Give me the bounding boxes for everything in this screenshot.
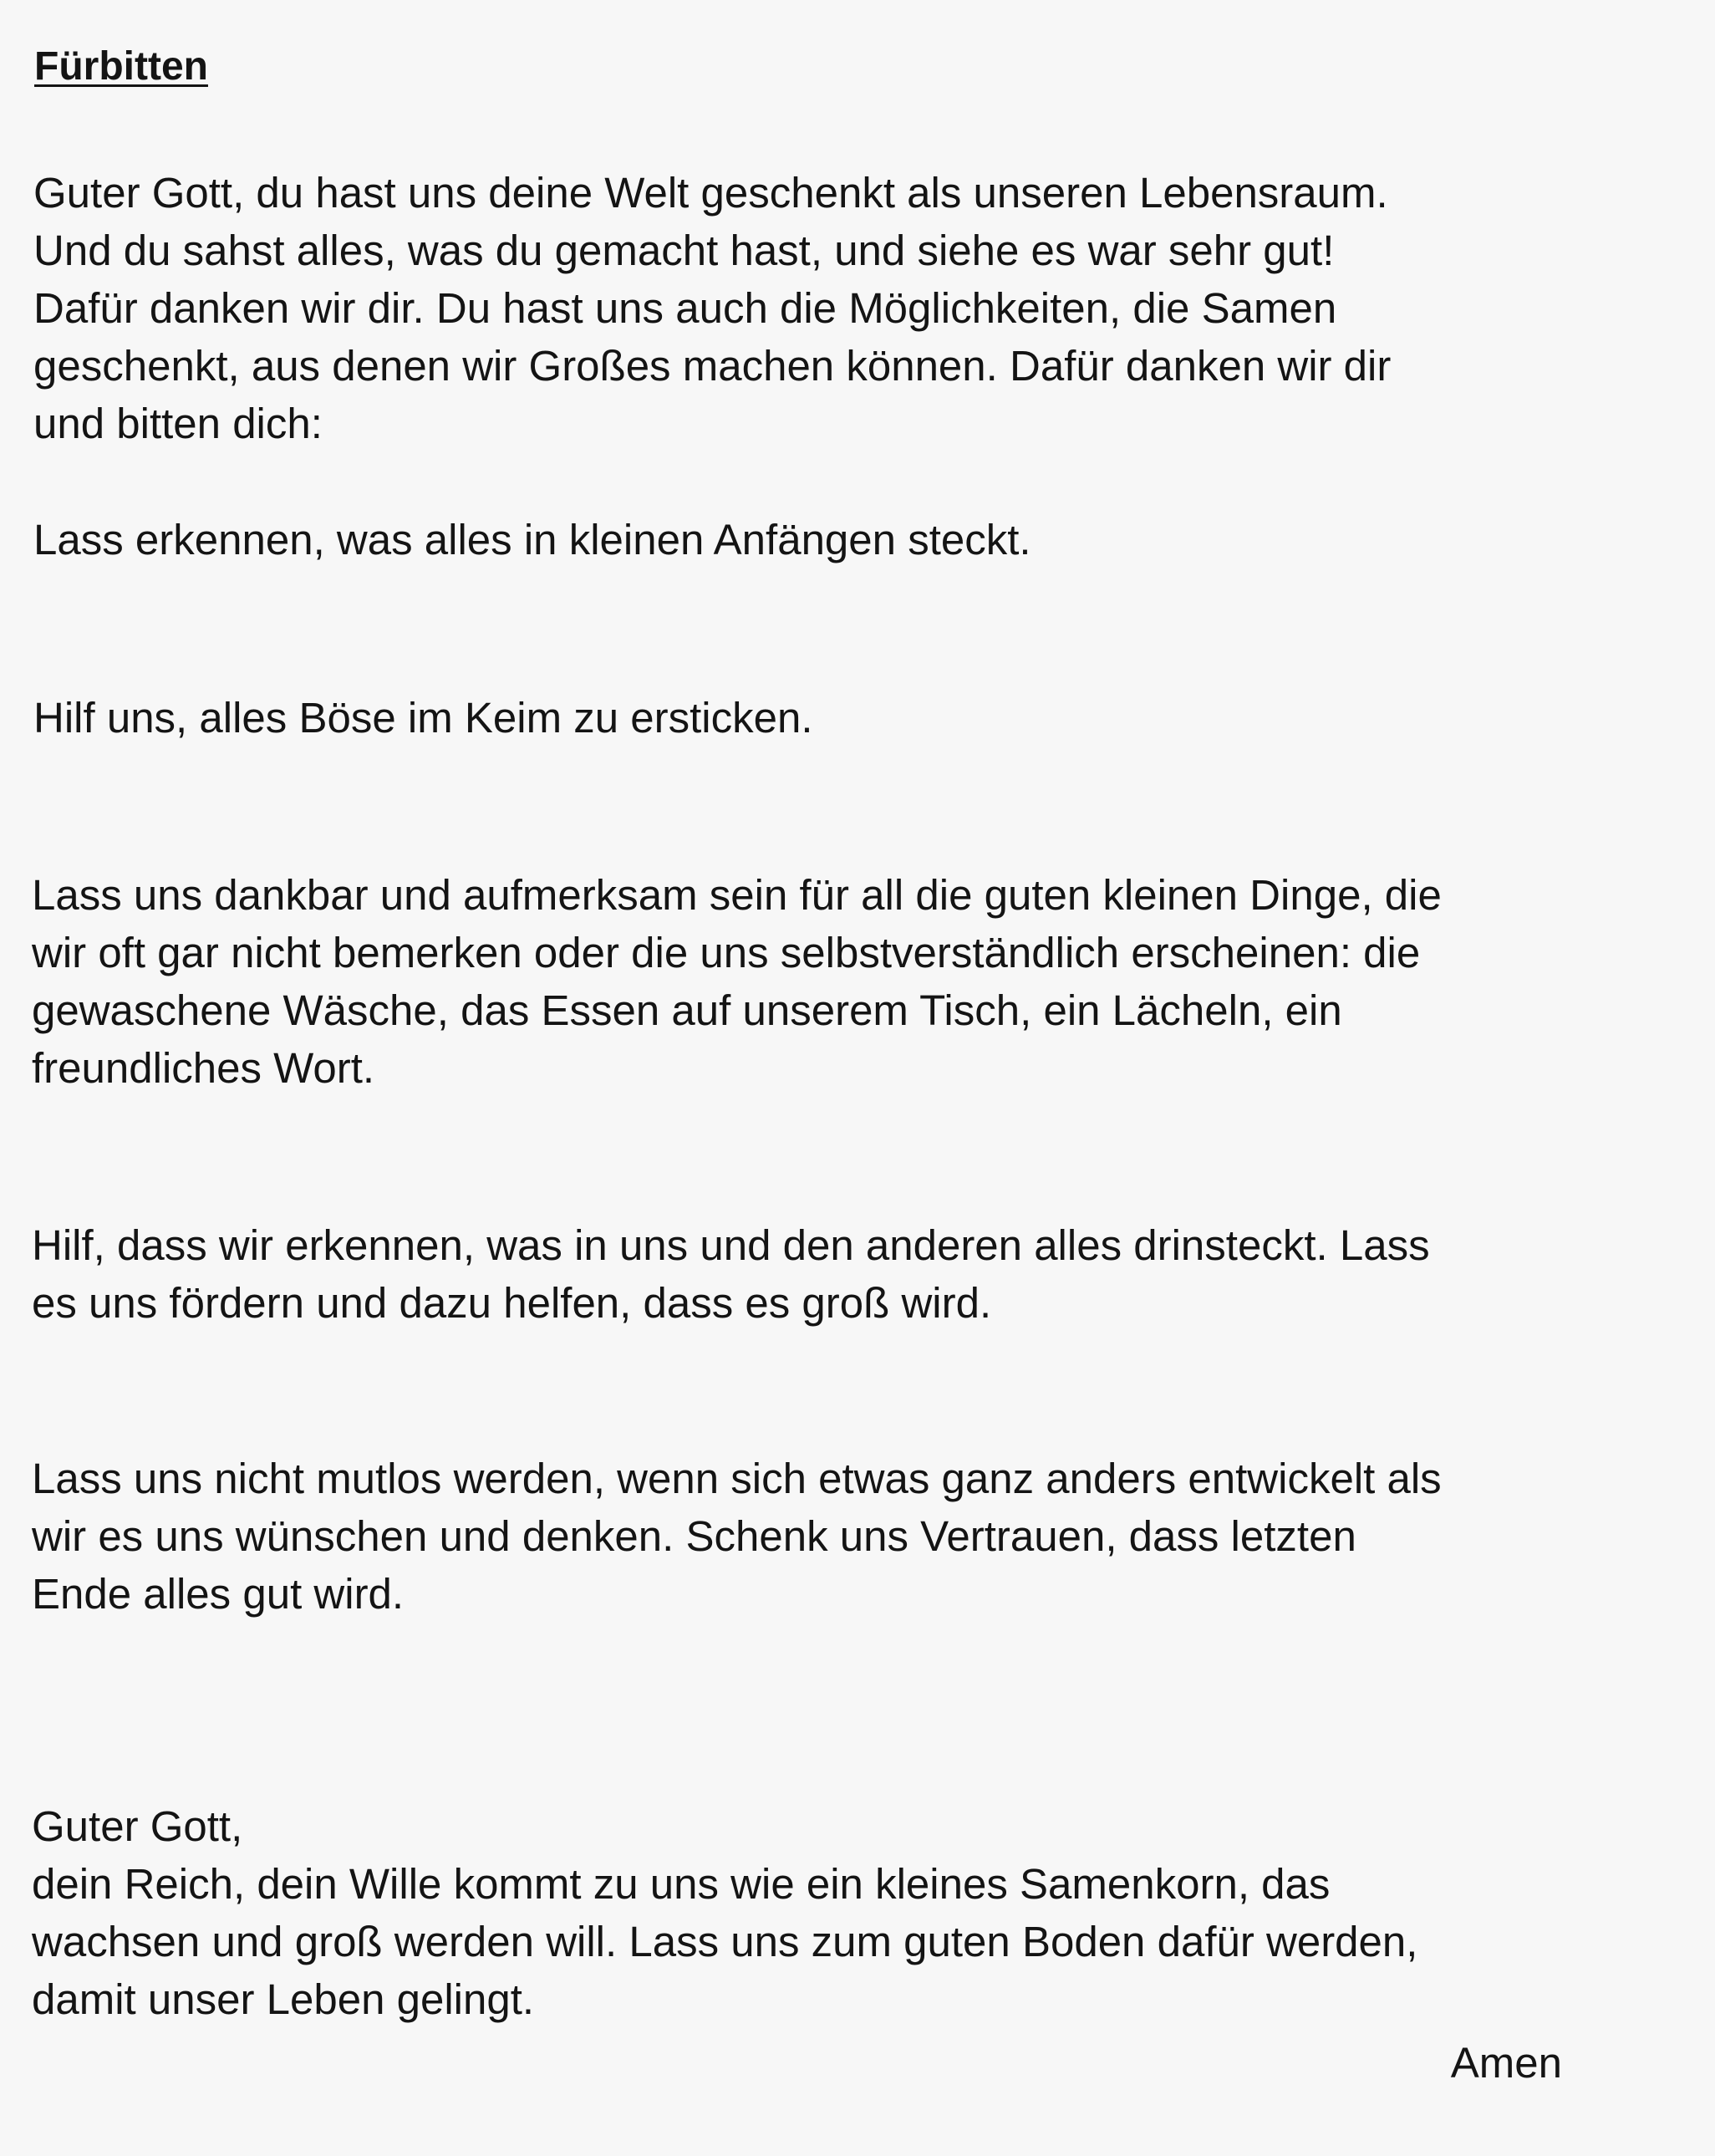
text-line: wir es uns wünschen und denken. Schenk uns Vertrauen, dass letzten (32, 1512, 1356, 1560)
text-line: Lass erkennen, was alles in kleinen Anfängen steckt. (33, 516, 1031, 563)
text-line: wir oft gar nicht bemerken oder die uns selbstverständlich erscheinen: die (32, 929, 1421, 976)
prayer-paragraph (33, 511, 1031, 568)
prayer-paragraph (32, 1450, 1442, 1623)
prayer-paragraph (32, 1216, 1430, 1332)
prayer-paragraph (32, 866, 1442, 1097)
text-line: Lass uns dankbar und aufmerksam sein für all die guten kleinen Dinge, die (32, 871, 1442, 919)
text-line: Hilf uns, alles Böse im Keim zu ersticken. (33, 694, 813, 742)
text-line: dein Reich, dein Wille kommt zu uns wie ein kleines Samenkorn, das (32, 1860, 1331, 1908)
text-line: Guter Gott, du hast uns deine Welt geschenkt als unseren Lebensraum. (33, 169, 1388, 217)
text-line: Ende alles gut wird. (32, 1570, 405, 1618)
prayer-paragraph (32, 1797, 1417, 2028)
text-line: wachsen und groß werden will. Lass uns zum guten Boden dafür werden, (32, 1918, 1418, 1965)
text-line: Lass uns nicht mutlos werden, wenn sich etwas ganz anders entwickelt als (32, 1455, 1442, 1502)
text-line: gewaschene Wäsche, das Essen auf unserem Tisch, ein Lächeln, ein (32, 986, 1342, 1034)
text-line: Hilf, dass wir erkennen, was in uns und den anderen alles drinsteckt. Lass (32, 1221, 1430, 1269)
text-line: Guter Gott, (32, 1802, 243, 1850)
text-line: und bitten dich: (33, 400, 323, 447)
prayer-paragraph (33, 689, 813, 747)
prayer-paragraph (33, 164, 1391, 452)
text-line: es uns fördern und dazu helfen, dass es groß wird. (32, 1279, 992, 1327)
text-line: Dafür danken wir dir. Du hast uns auch die Möglichkeiten, die Samen (33, 284, 1337, 332)
text-line: damit unser Leben gelingt. (32, 1975, 535, 2023)
text-line: freundliches Wort. (32, 1044, 375, 1092)
closing-amen: Amen (1450, 2039, 1562, 2087)
text-line: Und du sahst alles, was du gemacht hast, und siehe es war sehr gut! (33, 227, 1335, 274)
document-title: Fürbitten (34, 44, 208, 89)
text-line: geschenkt, aus denen wir Großes machen können. Dafür danken wir dir (33, 342, 1392, 390)
